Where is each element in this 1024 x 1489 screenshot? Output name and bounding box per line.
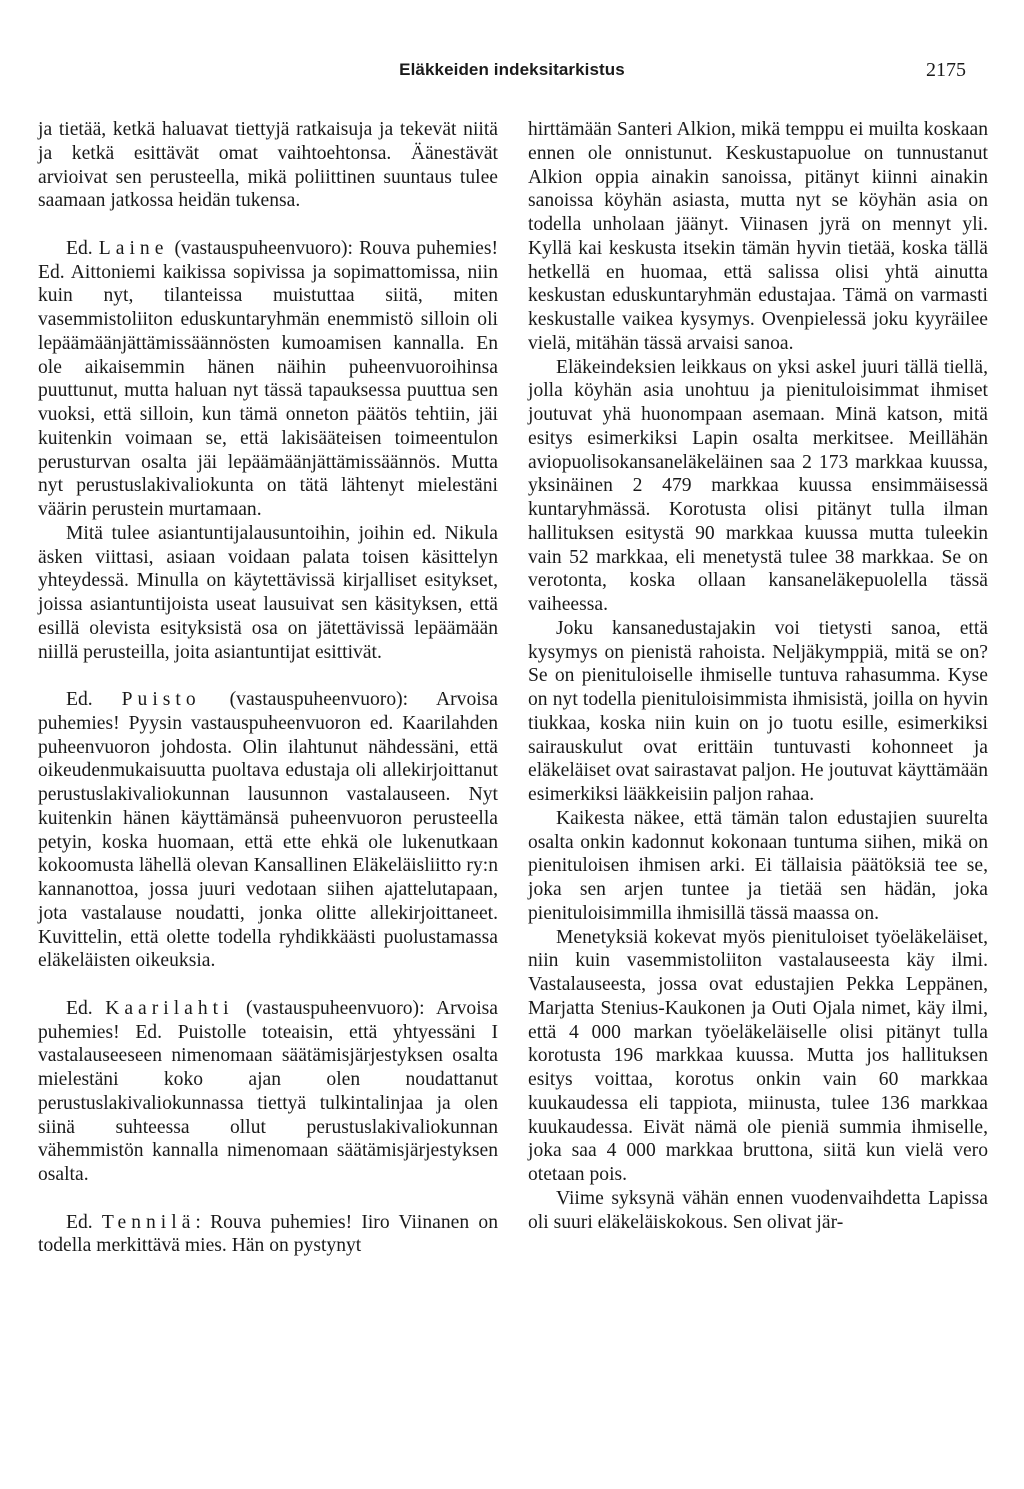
- page-header: [0, 60, 1024, 90]
- speech-laine: [38, 237, 498, 522]
- paragraph: ja tietää, ketkä haluavat tiettyjä ratkaisuja ja tekevät niitä ja ketkä esittävät omat vaihtoehtonsa. Äänestävät arvioivat sen perusteella, mikä poliittinen suuntaus tulee saamaan jatkossa heidän tukensa.: [38, 119, 498, 212]
- speech-text: : Rouva puhemies! Iiro Viinanen on todella merkittävä mies. Hän on pystynyt: [38, 1211, 498, 1257]
- right-column: [528, 118, 988, 1234]
- page-number: 2175: [926, 59, 966, 81]
- speaker-prefix: Ed.: [66, 237, 93, 259]
- speech-tennila: [38, 1211, 498, 1259]
- speaker-name: Puisto: [121, 689, 201, 710]
- speaker-name: Laine: [98, 237, 169, 259]
- running-head: Eläkkeiden indeksitarkistus: [399, 60, 625, 79]
- left-column: [38, 118, 498, 1258]
- speaker-name: Tennilä: [101, 1211, 196, 1233]
- speech-text: (vastauspuheenvuoro): Arvoisa puhemies! Pyysin vastauspuheenvuoron ed. Kaarilahden puheenvuoron johdosta. Olin ilahtunut nähdessäni, että oikeudenmukaisuutta puoltava edustaja oli allekirjoittanut perustuslakivaliokunnan lausunnon vastalauseen. Nyt kuitenkin hänen käyttämänsä puheenvuoron perusteella petyin, koska huomaan, että ette ehkä ole lukenutkaan kokoomusta lähellä olevan Kansallinen Eläkeläisliitto ry:n kannanottoa, jossa juuri vedotaan siihen ajattelutapaan, jota vastalause noudatti, jonka olitte allekirjoittaneet. Kuvittelin, että olette todella ryhdikkäästi puolustamassa eläkeläisten oikeuksia.: [38, 689, 499, 972]
- speaker-prefix: Ed.: [66, 1211, 93, 1233]
- speaker-prefix: Ed.: [66, 689, 93, 710]
- speech-puisto: [38, 688, 498, 973]
- speech-text: (vastauspuheenvuoro): Rouva puhemies! Ed. Aittoniemi kaikissa sopivissa ja sopimattomissa, niin kuin nyt, tilanteissa muistuttaa siitä, miten vasemmistoliiton eduskuntaryhmän enemmistö silloin oli lepäämäänjättämissäännösten kumoamisen kannalla. En ole aikaisemmin hänen näihin puheenvuoroihinsa puuttunut, mutta haluan nyt tässä tapauksessa puuttua sen vuoksi, että silloin, kun tämä onneton päätös tehtiin, jäi kuitenkin voimaan se, että lakisääteisen toimeentulon perusturvan osalta jäi lepäämäänjättämissäännös. Mutta nyt perustuslakivaliokunta on tätä lähtenyt mielestäni väärin perustein murtamaan.: [38, 237, 498, 520]
- paragraph: Mitä tulee asiantuntijalausuntoihin, joihin ed. Nikula äsken viittasi, asiaan voidaan palata toisen käsittelyn yhteydessä. Minulla on käytettävissä kirjalliset esitykset, joissa asiantuntijoista useat lausuivat sen käsityksen, että esillä olevista esityksistä osa on jätettävissä lepäämään niillä perusteilla, joita asiantuntijat esittivät.: [38, 522, 498, 663]
- paragraph: Viime syksynä vähän ennen vuodenvaihdetta Lapissa oli suuri eläkeläiskokous. Sen olivat jär-: [528, 1187, 988, 1233]
- speech-text: (vastauspuheenvuoro): Arvoisa puhemies! Ed. Puistolle toteaisin, että yhtyessäni I vastalauseeseen nimenomaan säätämisjärjestyksen osalta mielestäni koko ajan olen noudattanut perustuslakivaliokunnassa tiettyä tulkintalinjaa ja olen siinä suhteessa ollut perustuslakivaliokunnan vähemmistön kannalla nimenomaan säätämisjärjestyksen osalta.: [38, 997, 498, 1185]
- paragraph: Eläkeindeksien leikkaus on yksi askel juuri tällä tiellä, jolla köyhän asia unohtuu ja pienituloisimmat ihmiset joutuvat yhä huonompaan asemaan. Minä katson, mitä esitys esimerkiksi Lapin osalta merkitsee. Meillähän aviopuolisokansaneläkeläinen saa 2 173 markkaa kuussa, yksinäinen 2 479 markkaa kuussa ensimmäisessä kuntaryhmässä. Korotusta olisi pitänyt tulla ilman hallituksen esitystä 90 markkaa kuussa mutta tuleekin vain 52 markkaa, eli menetystä tulee 38 markkaa. Se on verotonta, koska ollaan kansaneläkepuolella tässä vaiheessa.: [528, 356, 988, 615]
- speech-kaarilahti: [38, 997, 498, 1187]
- paragraph: Joku kansanedustajakin voi tietysti sanoa, että kysymys on pienistä rahoista. Neljäkymppiä, mitä se on? Se on pienituloiselle ihmiselle tuntuva rahasumma. Kyse on nyt todella pienituloisimmista ihmisistä, joilla on hyvin tiukkaa, koska niin kuin on jo tuotu esille, esimerkiksi sairauskulut ovat erittäin tuntuvasti kohonneet ja eläkeläiset ovat sairastavat paljon. He joutuvat käyttämään esimerkiksi lääkkeisiin paljon rahaa.: [528, 617, 988, 805]
- paragraph: Menetyksiä kokevat myös pienituloiset työeläkeläiset, niin kuin vasemmistoliiton vastalauseesta käy ilmi. Vastalauseesta, jossa ovat edustajien Pekka Leppänen, Marjatta Stenius-Kaukonen ja Outi Ojala nimet, käy ilmi, että 4 000 markan työeläkeläiselle olisi pitänyt tulla korotusta 196 markkaa kuussa. Mutta jos hallituksen esitys voittaa, korotus onkin vain 60 markkaa kuukaudessa eli tappiota, miinusta, tulee 136 markkaa kuukaudessa. Eivät nämä ole pieniä summia ihmiselle, joka saa 4 000 markkaa bruttona, siitä kun vielä vero otetaan pois.: [528, 926, 988, 1185]
- speaker-name: Kaarilahti: [105, 997, 234, 1019]
- paragraph: Kaikesta näkee, että tämän talon edustajien suurelta osalta onkin kadonnut kokonaan tuntuma siihen, mikä on pienituloisen ihmisen arki. Ei tällaisia päätöksiä tee se, joka sen arjen tuntee ja tietää sen hädän, joka pienituloisimmilla ihmisillä tässä maassa on.: [528, 807, 988, 924]
- speaker-prefix: Ed.: [66, 997, 93, 1019]
- paragraph: hirttämään Santeri Alkion, mikä temppu ei muilta koskaan ennen ole onnistunut. Keskustapuolue on tunnustanut Alkion oppia ainakin sanoissa, pitänyt kiinni ainakin sanoissa köyhän asiasta, mutta nyt se köyhän asia on todella unholaan jäänyt. Viinasen jyrä on mennyt yli. Kyllä kai keskusta itsekin tämän hyvin tietää, koska tällä hetkellä en huomaa, että salissa olisi yhtä ainutta keskustan eduskuntaryhmän edustajaa. Tämä on varmasti keskustalle vaikea kysymys. Ovenpielessä joku kyyräilee vielä, mitähän tässä arvaisi sanoa.: [528, 119, 988, 354]
